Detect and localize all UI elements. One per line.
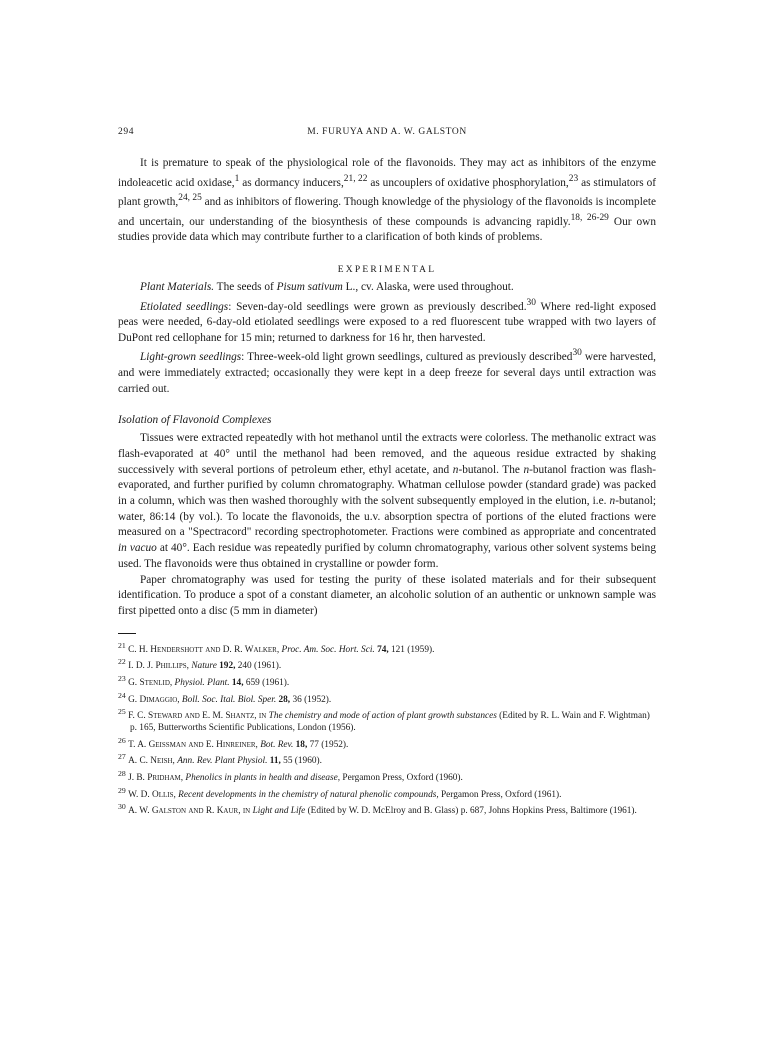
plant-materials-heading: Plant Materials. (140, 280, 215, 293)
reference-item: $^{25}$ F. C. Steward and E. M. Shantz, in The chemistry and mode of action of plant growth substances (Edited by R. L. Wain and F. Wightman) p. 165, Butterworths Scientific Publications, London (1956). (118, 707, 650, 734)
reference-item: $^{28}$ J. B. Pridham, Phenolics in plants in health and disease, Pergamon Press, Oxford (1960). (118, 769, 463, 784)
reference-item: $^{22}$ I. D. J. Phillips, Nature 192, 240 (1961). (118, 657, 282, 672)
reference-item: $^{24}$ G. Dimaggio, Boll. Soc. Ital. Biol. Sper. 28, 36 (1952). (118, 690, 332, 705)
reference-item: $^{27}$ A. C. Neish, Ann. Rev. Plant Physiol. 11, 55 (1960). (118, 752, 322, 767)
section-title-experimental: EXPERIMENTAL (337, 264, 437, 275)
running-head-authors: M. FURUYA AND A. W. GALSTON (307, 127, 467, 137)
reference-item: $^{29}$ W. D. Ollis, Recent developments in the chemistry of natural phenolic compounds, Pergamon Press, Oxford (1961). (118, 785, 562, 800)
reference-item: $^{23}$ G. Stenlid, Physiol. Plant. 14, 659 (1961). (118, 674, 290, 689)
reference-list (118, 640, 656, 818)
isolation-paragraph-2: Paper chromatography was used for testing the purity of these isolated materials and for their subsequent identification. To produce a spot of a constant diameter, an alcoholic solution of an authentic or unknown sample was first pipetted onto a disc (5 mm in diameter) (118, 573, 656, 617)
footnote-rule (118, 633, 136, 634)
page-number: 294 (118, 127, 135, 137)
reference-item: $^{30}$ A. W. Galston and R. Kaur, in Light and Life (Edited by W. D. McElroy and B. Glass) p. 687, Johns Hopkins Press, Baltimore (1961). (118, 802, 637, 817)
intro-paragraph: It is premature to speak of the physiological role of the flavonoids. They may act as inhibitors of the enzyme indoleacetic acid oxidase,$^1$ as dormancy inducers,$^{21, 22}$ as uncouplers of oxidative phosphorylation,$^{23}$ as stimulators of plant growth,$^{24, 25}$ and as inhibitors of flowering. Though knowledge of the physiology of the flavonoids is incomplete and uncertain, our understanding of the biosynthesis of these compounds is advancing rapidly.$^{18, 26-29}$ Our own studies provide data which may contribute further to a clarification of both kinds of problems. (118, 157, 656, 244)
isolation-paragraph-1: Tissues were extracted repeatedly with hot methanol until the extracts were colorless. The methanolic extract was flash-evaporated at 40° until the methanol had been removed, and the aqueous residue extracted by shaking successively with several portions of petroleum ether, ethyl acetate, and n-butanol. The n-butanol fraction was flash-evaporated, and further purified by column chromatography. Whatman cellulose powder (standard grade) was packed in a column, which was then washed thoroughly with the solvent subsequently employed in the elution, i.e. n-butanol; water, 86:14 (by vol.). To locate the flavonoids, the u.v. absorption spectra of portions of the eluted fractions were measured on a "Spectracord" recording spectrophotometer. Fractions were combined as appropriate and concentrated in vacuo at 40°. Each residue was repeatedly purified by column chromatography, various other solvent systems being used. The flavonoids were thus obtained in crystalline or powder form. (118, 432, 656, 570)
isolation-heading: Isolation of Flavonoid Complexes (118, 414, 272, 427)
reference-item: $^{21}$ C. H. Hendershott and D. R. Walker, Proc. Am. Soc. Hort. Sci. 74, 121 (1959). (118, 640, 435, 655)
etiolated-heading: Etiolated seedlings (140, 300, 229, 313)
light-grown-heading: Light-grown seedlings (140, 351, 242, 364)
reference-item: $^{26}$ T. A. Geissman and E. Hinreiner, Bot. Rev. 18, 77 (1952). (118, 735, 349, 750)
etiolated-paragraph: Etiolated seedlings: Seven-day-old seedlings were grown as previously described.$^{30}$ Where red-light exposed peas were needed, 6-day-old etiolated seedlings were exposed to a red fluorescent tube wrapped with two layers of DuPont red cellophane for 15 min; returned to darkness for 16 hr, then harvested. (118, 297, 656, 344)
light-grown-paragraph: Light-grown seedlings: Three-week-old light grown seedlings, cultured as previously described$^{30}$ were harvested, and were immediately extracted; occasionally they were kept in a deep freeze for several days until extraction was carried out. (118, 348, 656, 395)
plant-materials-paragraph: Plant Materials. The seeds of Pisum sativum L., cv. Alaska, were used throughout. (140, 280, 514, 293)
page-body (118, 127, 656, 818)
running-header (118, 127, 656, 143)
